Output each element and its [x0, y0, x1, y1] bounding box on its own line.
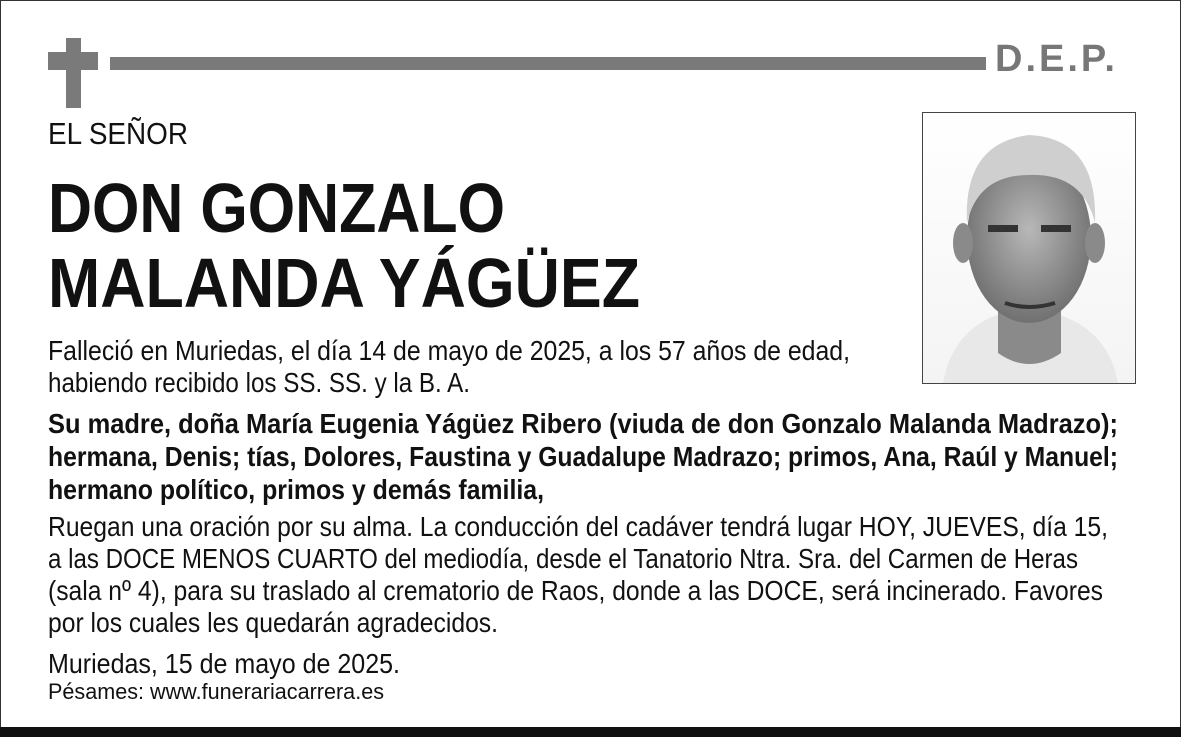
death-notice-line: habiendo recibido los SS. SS. y la B. A.	[48, 367, 470, 398]
family-line: hermano político, primos y demás familia,	[48, 474, 544, 505]
dep-label: D.E.P.	[995, 38, 1118, 80]
ceremony-line: por los cuales les quedarán agradecidos.	[48, 607, 498, 638]
death-notice-line: Falleció en Muriedas, el día 14 de mayo de 2025, a los 57 años de edad,	[48, 335, 850, 366]
cross-icon	[66, 38, 81, 108]
cross-icon-arm	[48, 52, 98, 70]
place-date: Muriedas, 15 de mayo de 2025.	[48, 648, 400, 679]
family-line: hermana, Denis; tías, Dolores, Faustina y Guadalupe Madrazo; primos, Ana, Raúl y Manuel;	[48, 441, 1118, 472]
ceremony-line: (sala nº 4), para su traslado al crematorio de Raos, donde a las DOCE, será incinerado. Favores	[48, 575, 1103, 606]
portrait-image	[923, 113, 1135, 383]
ceremony-line: Ruegan una oración por su alma. La conducción del cadáver tendrá lugar HOY, JUEVES, día 15,	[48, 511, 1108, 542]
deceased-name-line-1: DON GONZALO	[48, 169, 505, 247]
deceased-name-line-2: MALANDA YÁGÜEZ	[48, 244, 640, 322]
condolences-link[interactable]: Pésames: www.funerariacarrera.es	[48, 679, 384, 704]
title-prefix: EL SEÑOR	[48, 116, 188, 151]
family-line: Su madre, doña María Eugenia Yágüez Ribero (viuda de don Gonzalo Malanda Madrazo);	[48, 408, 1118, 439]
bottom-bar	[0, 727, 1181, 737]
header-rule	[110, 57, 986, 70]
deceased-photo	[922, 112, 1136, 384]
ceremony-line: a las DOCE MENOS CUARTO del mediodía, desde el Tanatorio Ntra. Sra. del Carmen de Heras	[48, 543, 1078, 574]
